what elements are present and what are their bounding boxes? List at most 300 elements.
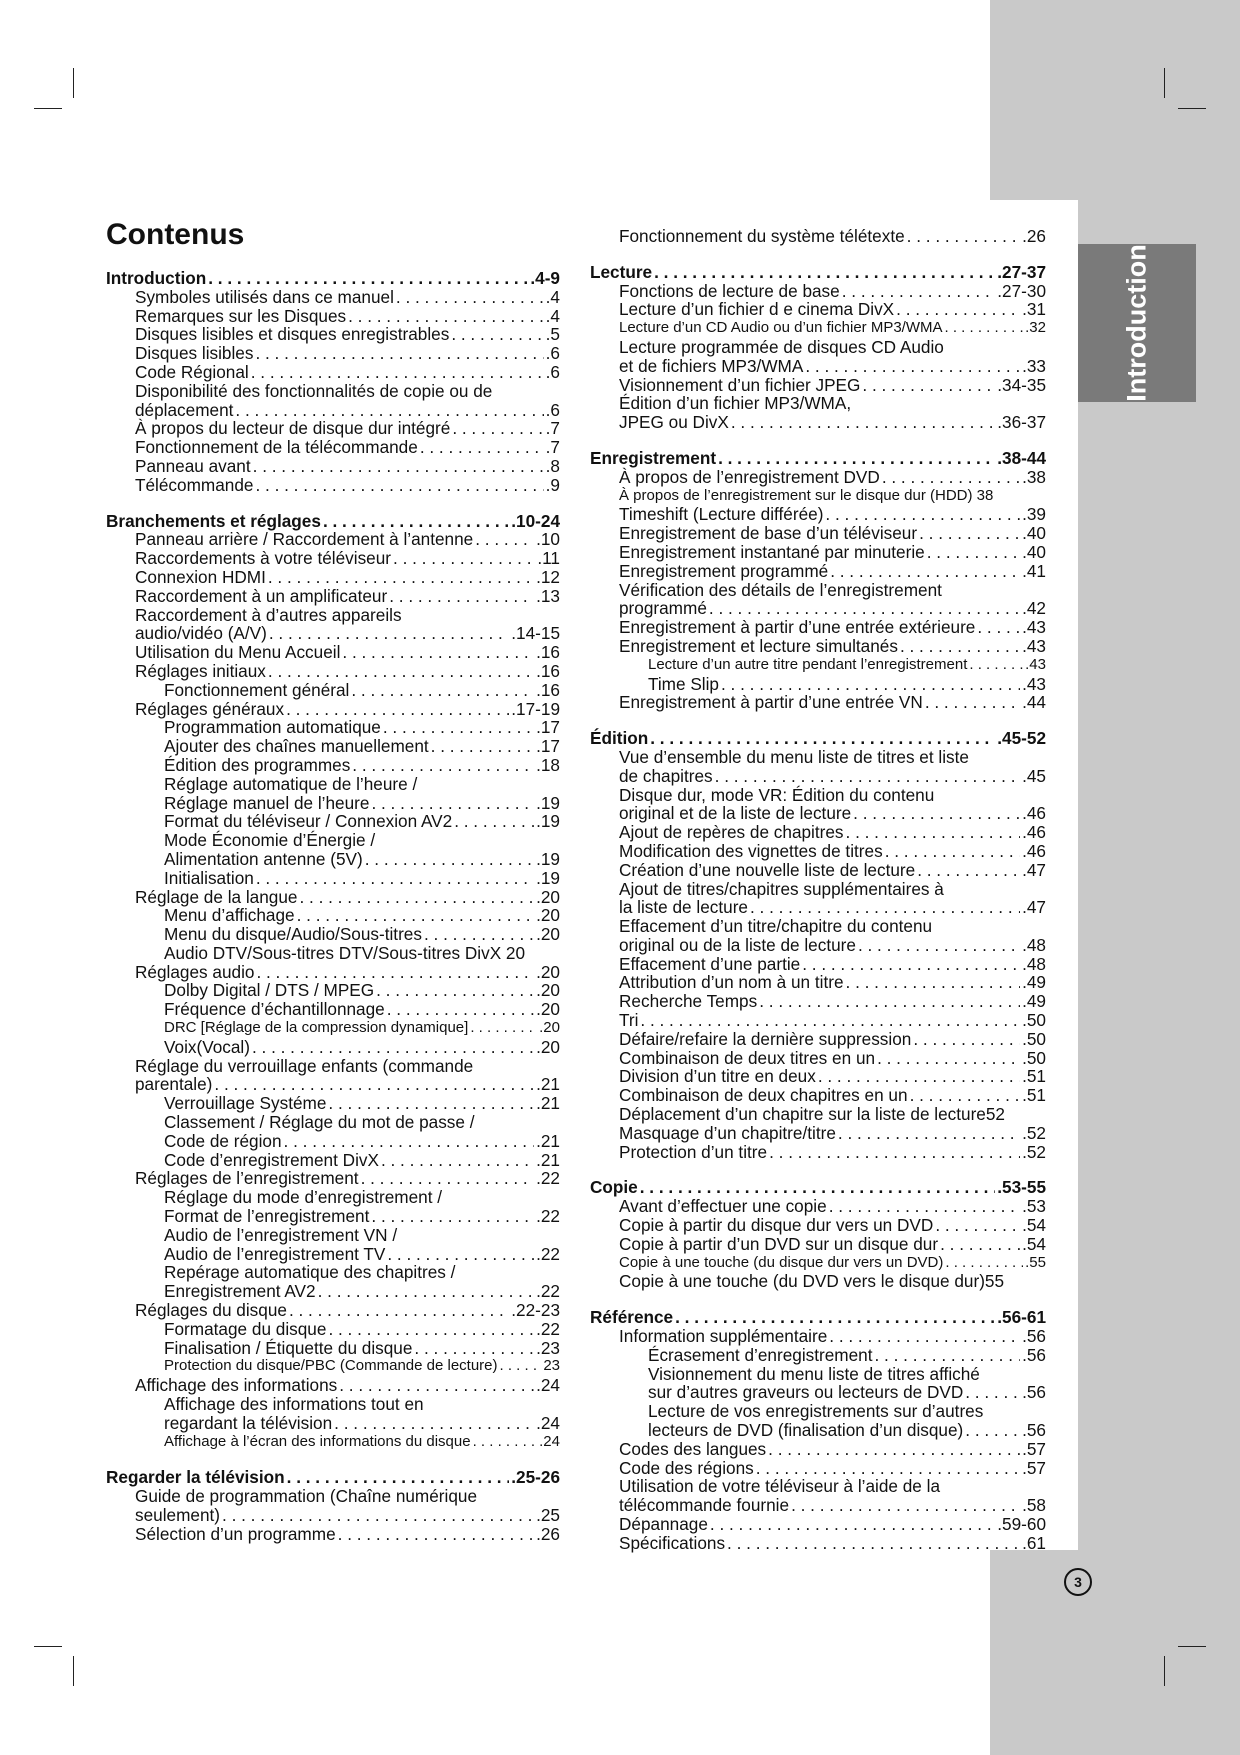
toc-entry [106,831,560,850]
toc-leader-dots [451,325,543,344]
toc-leader-dots [251,363,544,382]
toc-entry-title: Audio DTV/Sous-titres DTV/Sous-titres DivX 20 [164,942,526,963]
toc-section-heading [590,1178,1046,1197]
toc-entry [106,1301,560,1320]
toc-page-ref: .57 [1022,1438,1046,1459]
toc-entry-title: Code de région [164,1130,282,1151]
toc-entry-title: sur d’autres graveurs ou lecteurs de DVD [648,1382,964,1403]
toc-page-ref: .47 [1022,859,1046,880]
toc-page-ref: .24 [536,1412,560,1433]
toc-entry-title: de chapitres [619,765,713,786]
toc-page-ref: .43 [1025,655,1046,673]
toc-leader-dots [838,1124,1020,1143]
toc-entry [590,955,1046,974]
toc-leader-dots [940,1235,1020,1254]
toc-entry [106,1038,560,1057]
toc-page-ref: .8 [545,455,560,476]
toc-entry-title: Enregistrement programmé [619,560,829,581]
toc-entry-title: Code d’enregistrement DivX [164,1149,379,1170]
toc-leader-dots [424,925,534,944]
toc-page-ref: .46 [1022,803,1046,824]
toc-entry-title: Alimentation antenne (5V) [164,848,363,869]
toc-entry-title: Modification des vignettes de titres [619,840,883,861]
toc-leader-dots [718,449,995,468]
toc-page-ref: .19 [536,792,560,813]
toc-entry [590,804,1046,823]
toc-page-ref: .48 [1022,953,1046,974]
toc-page-ref: .57 [1022,1457,1046,1478]
toc-entry [590,338,1046,357]
toc-entry [106,1487,560,1506]
toc-leader-dots [675,1308,995,1327]
toc-entry [106,457,560,476]
toc-entry-title: Enregistrement à partir d’une entrée VN [619,692,923,713]
toc-page-ref: .17-19 [511,698,560,719]
toc-page-ref: .19 [536,811,560,832]
toc-leader-dots [268,662,534,681]
toc-entry-title: Lecture [590,261,653,282]
toc-page-ref: .38-44 [997,447,1046,468]
toc-entry [590,1049,1046,1068]
toc-entry [106,812,560,831]
toc-leader-dots [214,1075,534,1094]
toc-leader-dots [318,1282,535,1301]
toc-entry-title: Audio de l’enregistrement TV [164,1243,386,1264]
toc-entry-title: Tri [619,1010,639,1031]
toc-leader-dots [334,1414,534,1433]
toc-page-ref: .47 [1022,897,1046,918]
toc-entry-title: Enregistrement AV2 [164,1281,316,1302]
toc-entry [106,1000,560,1019]
toc-entry-title: Ajouter des chaînes manuellement [164,736,429,757]
toc-entry [590,618,1046,637]
toc-entry [106,549,560,568]
toc-page-ref: .16 [536,660,560,681]
toc-entry [590,1030,1046,1049]
toc-page-ref: .56 [1022,1326,1046,1347]
toc-entry [590,487,1046,506]
toc-page-ref: .19 [536,867,560,888]
toc-entry [106,363,560,382]
toc-entry [106,794,560,813]
toc-page-ref: .44 [1022,692,1046,713]
toc-entry [590,917,1046,936]
toc-page-ref: .25 [536,1505,560,1525]
toc-entry [590,1515,1046,1534]
toc-page-ref: .24 [539,1432,560,1450]
toc-entry [590,468,1046,487]
toc-entry-title: seulement) [135,1505,221,1525]
toc-page-ref: .4-9 [530,268,560,288]
toc-entry-title: Réglage automatique de l’heure / [164,773,418,794]
toc-page-ref: .5 [545,324,560,345]
toc-entry-title: Regarder la télévision [106,1467,285,1488]
toc-entry-title: Guide de programmation (Chaîne numérique [135,1486,478,1507]
toc-entry-title: Time Slip [648,673,719,694]
toc-entry-title: Réglage du verrouillage enfants (commande [135,1055,474,1076]
toc-page-ref: .48 [1022,934,1046,955]
toc-leader-dots [475,530,534,549]
toc-leader-dots [289,1301,509,1320]
toc-leader-dots [769,1143,1020,1162]
toc-page-ref: .17 [536,736,560,757]
crop-mark [34,108,62,109]
toc-page-ref: .22 [536,1318,560,1339]
toc-page-ref: .9 [545,474,560,495]
toc-entry [590,1459,1046,1478]
toc-entry-title: À propos de l’enregistrement sur le disque dur (HDD) 38 [619,486,994,504]
toc-leader-dots [640,1011,1020,1030]
toc-entry [590,936,1046,955]
toc-entry [590,1421,1046,1440]
toc-entry-title: Code des régions [619,1457,754,1478]
toc-entry [590,524,1046,543]
toc-page-ref: .22 [536,1243,560,1264]
toc-entry-title: Affichage à l’écran des informations du disque [164,1432,471,1450]
toc-entry [106,624,560,643]
toc-entry-title: Affichage des informations [135,1375,338,1396]
toc-entry-title: Disponibilité des fonctionnalités de copie ou de [135,380,493,401]
toc-entry [106,325,560,344]
toc-leader-dots [768,1440,1020,1459]
toc-page-ref: .20 [536,886,560,907]
toc-entry [590,973,1046,992]
toc-leader-dots [805,357,1020,376]
toc-entry [106,1151,560,1170]
toc-entry-title: Formatage du disque [164,1318,327,1339]
toc-entry-title: Combinaison de deux titres en un [619,1047,876,1068]
toc-entry [590,1272,1046,1291]
toc-entry [106,1132,560,1151]
toc-leader-dots [342,643,534,662]
toc-entry-title: Défaire/refaire la dernière suppression [619,1028,912,1049]
toc-entry [106,1525,560,1544]
toc-entry [590,505,1046,524]
toc-entry [106,1339,560,1358]
toc-entry-title: Copie à partir d’un DVD sur un disque dur [619,1233,939,1254]
toc-entry-title: Visionnement du menu liste de titres affiché [648,1363,980,1384]
toc-leader-dots [640,1178,996,1197]
toc-page-ref: .21 [536,1130,560,1151]
toc-page-ref: .22 [536,1206,560,1227]
toc-entry-title: original et de la liste de lecture [619,803,852,824]
toc-entry [590,1534,1046,1553]
toc-entry-title: regardant la télévision [164,1412,333,1433]
crop-mark [1164,68,1165,98]
toc-page-ref: .7 [545,418,560,439]
toc-entry-title: Symboles utilisés dans ce manuel [135,286,394,307]
toc-section-heading [590,1308,1046,1327]
toc-entry-title: Utilisation de votre téléviseur à l’aide de la [619,1476,941,1497]
toc-page-ref: .20 [536,961,560,982]
toc-leader-dots [371,794,534,813]
toc-page-ref: .22-23 [511,1300,560,1321]
toc-entry [106,1188,560,1207]
toc-leader-dots [919,524,1020,543]
toc-section-heading [106,512,560,531]
toc-entry [106,756,560,775]
toc-entry [590,599,1046,618]
toc-entry-title: Enregistrement et lecture simultanés [619,635,898,656]
toc-entry-title: Réglages de l’enregistrement [135,1168,359,1189]
toc-entry-title: Écrasement d’enregistrement [648,1344,873,1365]
toc-leader-dots [756,1459,1020,1478]
toc-entry [590,842,1046,861]
toc-entry-title: Attribution d’un nom à un titre [619,972,844,993]
toc-entry [106,1057,560,1076]
toc-page-ref: .52 [1022,1141,1046,1162]
toc-entry-title: Disque dur, mode VR: Édition du contenu [619,784,935,805]
toc-leader-dots [371,1207,534,1226]
toc-leader-dots [759,992,1020,1011]
toc-entry [106,700,560,719]
toc-entry-title: Copie à une touche (du DVD vers le disque dur)55 [619,1271,1005,1292]
toc-leader-dots [361,1169,535,1188]
toc-entry [106,775,560,794]
toc-entry [590,1254,1046,1273]
toc-entry [106,850,560,869]
toc-leader-dots [470,1019,537,1038]
toc-entry-title: Enregistrement de base d’un téléviseur [619,523,918,544]
toc-leader-dots [420,438,544,457]
toc-entry-title: programmé [619,598,707,619]
toc-entry [590,786,1046,805]
toc-page-ref: .20 [536,905,560,926]
toc-entry [106,1376,560,1395]
toc-page-ref: .6 [545,343,560,364]
toc-page-ref: .40 [1022,541,1046,562]
toc-entry-title: Remarques sur les Disques [135,305,347,326]
toc-leader-dots [965,1421,1020,1440]
toc-entry [590,898,1046,917]
toc-entry [590,1496,1046,1515]
toc-leader-dots [269,624,509,643]
toc-leader-dots [825,505,1020,524]
toc-entry-title: Codes des langues [619,1438,767,1459]
toc-entry [590,1365,1046,1384]
toc-entry-title: Voix(Vocal) [164,1036,250,1057]
toc-page-ref: .23 [536,1337,560,1358]
toc-leader-dots [387,1000,534,1019]
toc-page-ref: .58 [1022,1495,1046,1516]
toc-leader-dots [654,263,995,282]
toc-leader-dots [383,718,534,737]
toc-leader-dots [389,587,534,606]
toc-leader-dots [882,468,1020,487]
toc-leader-dots [286,700,509,719]
toc-entry-title: Code Régional [135,361,249,382]
toc-entry-title: Réglages du disque [135,1300,287,1321]
toc-entry-title: déplacement [135,399,234,420]
toc-entry [106,1019,560,1038]
toc-entry-title: Disques lisibles et disques enregistrables [135,324,450,345]
toc-entry-title: Fonctionnement général [164,679,350,700]
toc-entry-title: Enregistrement [590,447,717,468]
toc-entry-title: Fonctionnement de la télécommande [135,437,418,458]
toc-entry [590,1067,1046,1086]
toc-entry-title: Réglage de la langue [135,886,298,907]
toc-leader-dots [945,1254,1023,1273]
toc-page-ref: .25-26 [511,1467,560,1488]
toc-entry-title: Copie à une touche (du disque dur vers un DVD) [619,1253,944,1271]
toc-leader-dots [376,981,534,1000]
toc-entry-title: Panneau arrière / Raccordement à l’antenne [135,529,474,550]
toc-page-ref: .52 [1022,1122,1046,1143]
toc-entry-title: Initialisation [164,867,254,888]
toc-entry-title: Information supplémentaire [619,1326,828,1347]
toc-entry-title: Réglages initiaux [135,660,266,681]
toc-entry [106,1113,560,1132]
toc-entry [106,1433,560,1452]
toc-entry [590,413,1046,432]
toc-entry [106,1320,560,1339]
toc-entry [590,282,1046,301]
toc-page-ref: .39 [1022,504,1046,525]
toc-leader-dots [965,1383,1020,1402]
toc-entry-title: Menu du disque/Audio/Sous-titres [164,924,422,945]
toc-page-ref: .17 [536,717,560,738]
toc-leader-dots [858,936,1020,955]
toc-entry-title: Lecture de vos enregistrements sur d’autres [648,1401,984,1422]
toc-page-ref: .32 [1025,319,1046,337]
crop-mark [73,68,74,98]
toc-entry [590,1402,1046,1421]
toc-entry-title: Référence [590,1307,674,1328]
toc-leader-dots [709,599,1020,618]
toc-entry-title: Format du téléviseur / Connexion AV2 [164,811,453,832]
toc-entry [106,888,560,907]
toc-page-ref: .20 [536,1036,560,1057]
toc-entry [590,675,1046,694]
page-title: Contenus [106,218,245,251]
toc-entry-title: Mode Économie d’Énergie / [164,830,376,851]
toc-leader-dots [969,656,1023,675]
toc-entry [590,1197,1046,1216]
toc-entry-title: Format de l’enregistrement [164,1206,370,1227]
toc-entry [106,925,560,944]
toc-leader-dots [927,543,1020,562]
toc-entry-title: Dépannage [619,1514,708,1534]
toc-entry [590,748,1046,767]
toc-entry-title: Enregistrement instantané par minuterie [619,541,925,562]
toc-entry-title: Effacement d’un titre/chapitre du contenu [619,916,933,937]
toc-leader-dots [500,1357,542,1376]
toc-page-ref: .56 [1022,1382,1046,1403]
toc-leader-dots [284,1132,535,1151]
toc-section-heading [590,729,1046,748]
toc-leader-dots [862,376,995,395]
toc-entry [590,880,1046,899]
toc-leader-dots [727,1534,1020,1553]
toc-entry-title: Lecture programmée de disques CD Audio [619,336,944,357]
toc-page-ref: .45-52 [997,728,1046,749]
toc-entry-title: Branchements et réglages [106,510,321,531]
toc-leader-dots [846,973,1021,992]
toc-leader-dots [396,288,544,307]
crop-mark [34,1646,62,1647]
toc-page-ref: .49 [1022,972,1046,993]
toc-entry [590,1346,1046,1365]
toc-entry [590,1477,1046,1496]
toc-page-ref: .43 [1022,673,1046,694]
toc-entry-title: Classement / Réglage du mot de passe / [164,1112,475,1133]
toc-entry-title: Ajout de titres/chapitres supplémentaires à [619,878,944,899]
page-number: 3 [1064,1568,1092,1596]
toc-page-ref: .42 [1022,598,1046,619]
toc-page-ref: .51 [1022,1066,1046,1087]
toc-entry-title: Création d’une nouvelle liste de lecture [619,859,916,880]
toc-entry [106,382,560,401]
toc-entry-title: Panneau avant [135,455,251,476]
toc-entry-title: À propos du lecteur de disque dur intégré [135,418,451,439]
toc-entry-title: Édition d’un fichier MP3/WMA, [619,393,852,414]
toc-page-ref: .22 [536,1281,560,1302]
toc-page-ref: .24 [536,1375,560,1396]
toc-entry [590,1327,1046,1346]
toc-leader-dots [910,1086,1021,1105]
toc-section-heading [590,263,1046,282]
toc-section-heading [106,1468,560,1487]
toc-entry [590,992,1046,1011]
toc-page-ref: .53-55 [997,1177,1046,1198]
toc-page-ref: .43 [1022,635,1046,656]
toc-page-ref: .54 [1022,1233,1046,1254]
toc-entry-title: Recherche Temps [619,991,758,1012]
toc-page-ref: .43 [1022,617,1046,638]
toc-section-heading [106,269,560,288]
toc-entry [590,1105,1046,1124]
toc-entry-title: Finalisation / Étiquette du disque [164,1337,413,1358]
toc-entry-title: Affichage des informations tout en [164,1394,424,1415]
toc-page-ref: .16 [536,642,560,663]
toc-entry-title: Réglage du mode d’enregistrement / [164,1187,443,1208]
toc-leader-dots [208,269,528,288]
toc-entry-title: Lecture d’un CD Audio ou d’un fichier MP3/WMA [619,319,943,337]
toc-entry-title: Fonctionnement du système télétexte [619,226,905,246]
toc-entry-title: Fréquence d’échantillonnage [164,999,385,1020]
toc-leader-dots [256,869,534,888]
toc-entry-title: Lecture d’un fichier d e cinema DivX [619,299,895,320]
toc-entry-title: Introduction [106,268,207,288]
toc-entry-title: Raccordement à un amplificateur [135,585,388,606]
toc-entry [590,767,1046,786]
toc-entry-title: Connexion HDMI [135,566,266,587]
toc-entry-title: Programmation automatique [164,717,381,738]
toc-page-ref: .46 [1022,840,1046,861]
toc-leader-dots [853,804,1020,823]
toc-page-ref: .34-35 [997,374,1046,395]
toc-page-ref: .22 [536,1168,560,1189]
toc-page-ref: .26 [1022,226,1046,246]
toc-entry-title: Enregistrement à partir d’une entrée extérieure [619,617,976,638]
toc-entry-title: Réglages généraux [135,698,285,719]
toc-entry [590,543,1046,562]
toc-entry-title: Avant d’effectuer une copie [619,1196,827,1217]
toc-entry-title: Protection d’un titre [619,1141,768,1162]
toc-leader-dots [297,906,535,925]
toc-entry-title: Utilisation du Menu Accueil [135,642,341,663]
toc-leader-dots [452,419,543,438]
toc-leader-dots [252,1038,534,1057]
toc-entry [106,1395,560,1414]
toc-leader-dots [338,1525,534,1544]
toc-entry-title: Réglage manuel de l’heure [164,792,370,813]
toc-left-column [106,269,560,1544]
toc-page-ref: .61 [1022,1532,1046,1553]
toc-entry [106,1075,560,1094]
toc-entry-title: Vérification des détails de l’enregistrement [619,579,942,600]
toc-entry [590,581,1046,600]
